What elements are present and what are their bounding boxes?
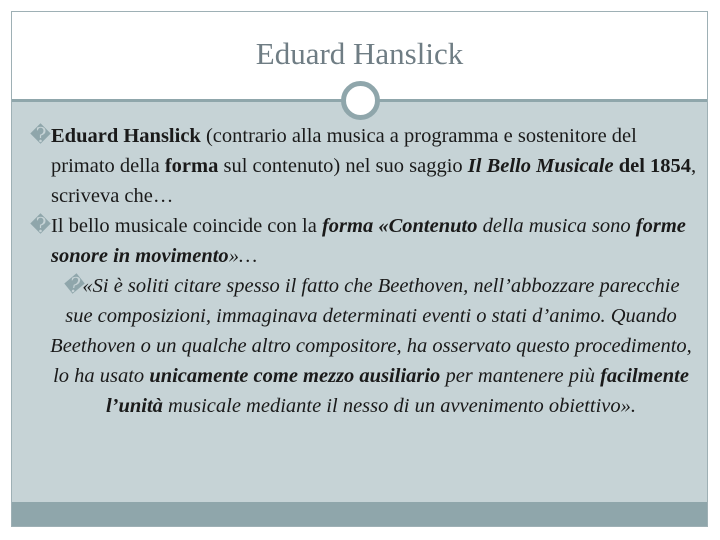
- footer-bar: [12, 502, 707, 526]
- text-span: per mantenere più: [440, 365, 601, 387]
- text-span: sul contenuto) nel suo saggio: [218, 155, 468, 177]
- text-span: del 1854: [613, 155, 692, 177]
- text-span: «Si è soliti citare spesso il fatto che Beethoven, nell’abbozzare parecchie sue composizioni, immaginava determinati eventi o stati d’animo. Quando Beethoven o un qualche altro compositore, ha osservato questo procedimento, lo ha usato: [50, 275, 692, 387]
- text-span: forma: [164, 155, 219, 177]
- text-span: Eduard Hanslick: [51, 125, 201, 147]
- text-span: della musica sono: [477, 215, 636, 237]
- text-span: Il bello musicale coincide con la: [51, 215, 322, 237]
- text-span: »…: [228, 245, 258, 267]
- text-span: forma «Contenuto: [321, 215, 478, 237]
- slide-content: [30, 121, 700, 421]
- bullet-icon: �: [30, 125, 52, 147]
- text-span: (contrario alla musica a programma e sostenitore del primato della: [51, 125, 637, 177]
- bullet-paragraph-2: [30, 211, 700, 271]
- slide-title: Eduard Hanslick: [255, 36, 464, 71]
- text-span: Il Bello Musicale: [467, 155, 614, 177]
- text-span: facilmente l’unità: [105, 365, 689, 417]
- circle-ornament-icon: [341, 81, 380, 120]
- text-span: forme sonore in movimento: [51, 215, 686, 267]
- text-span: , scriveva che…: [51, 155, 697, 207]
- text-span: unicamente come mezzo ausiliario: [149, 365, 441, 387]
- bullet-icon: �: [62, 275, 84, 297]
- quote-paragraph: [30, 271, 700, 421]
- bullet-icon: �: [30, 215, 52, 237]
- text-span: ».: [620, 395, 637, 417]
- text-span: musicale mediante il nesso di un avvenimento obiettivo: [162, 395, 621, 417]
- bullet-paragraph-1: [30, 121, 700, 211]
